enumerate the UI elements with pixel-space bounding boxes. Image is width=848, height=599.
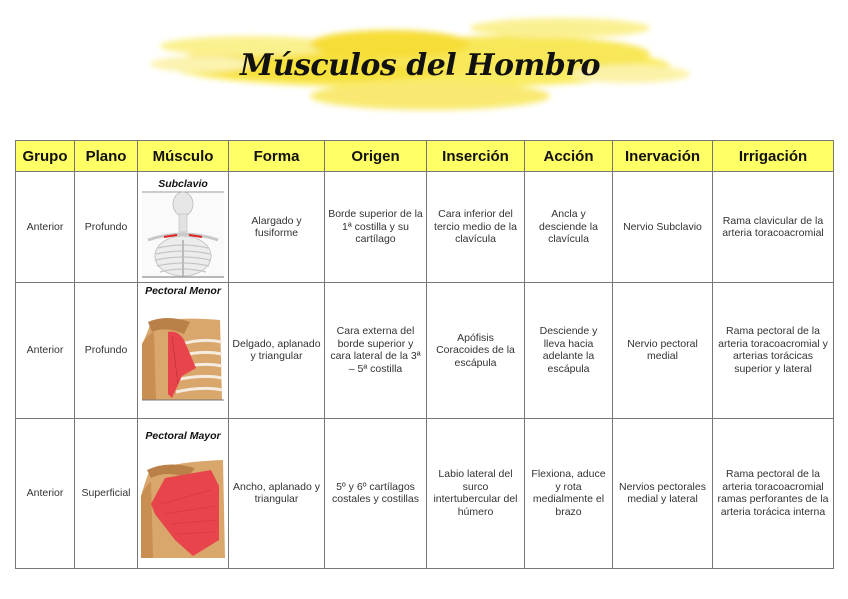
cell-irrigacion: Rama pectoral de la arteria toracoacromial ramas perforantes de la arteria torácica interna: [713, 418, 834, 568]
header-plano: Plano: [75, 141, 138, 172]
cell-inervacion: Nervio Subclavio: [613, 172, 713, 283]
header-grupo: Grupo: [16, 141, 75, 172]
cell-forma: Alargado y fusiforme: [229, 172, 325, 283]
header-insercion: Inserción: [427, 141, 525, 172]
cell-accion: Desciende y lleva hacia adelante la escápula: [525, 283, 613, 419]
cell-insercion: Cara inferior del tercio medio de la clavícula: [427, 172, 525, 283]
cell-musculo: [138, 418, 229, 568]
header-forma: Forma: [229, 141, 325, 172]
title-banner: [130, 4, 710, 122]
cell-irrigacion: Rama clavicular de la arteria toracoacromial: [713, 172, 834, 283]
cell-plano: Superficial: [75, 418, 138, 568]
pectoral-menor-illustration-icon: [142, 314, 224, 418]
table-header-row: [16, 141, 834, 172]
cell-origen: 5º y 6º cartílagos costales y costillas: [325, 418, 427, 568]
header-inervacion: Inervación: [613, 141, 713, 172]
header-accion: Acción: [525, 141, 613, 172]
muscles-table: [15, 140, 834, 569]
cell-inervacion: Nervio pectoral medial: [613, 283, 713, 419]
muscle-name: Pectoral Menor: [145, 285, 221, 297]
cell-grupo: Anterior: [16, 172, 75, 283]
cell-irrigacion: Rama pectoral de la arteria toracoacromial y arterias torácicas superior y lateral: [713, 283, 834, 419]
header-irrigacion: Irrigación: [713, 141, 834, 172]
cell-forma: Delgado, aplanado y triangular: [229, 283, 325, 419]
cell-accion: Flexiona, aduce y rota medialmente el brazo: [525, 418, 613, 568]
header-musculo: Músculo: [138, 141, 229, 172]
cell-insercion: Apófisis Coracoides de la escápula: [427, 283, 525, 419]
pectoral-mayor-illustration-icon: [141, 460, 225, 558]
subclavio-skeleton-icon: [142, 190, 224, 278]
cell-musculo: [138, 283, 229, 419]
page-title: Músculos del Hombro: [239, 48, 601, 83]
cell-grupo: Anterior: [16, 418, 75, 568]
cell-plano: Profundo: [75, 283, 138, 419]
cell-plano: Profundo: [75, 172, 138, 283]
cell-musculo: [138, 172, 229, 283]
muscle-name: Subclavio: [158, 177, 208, 190]
cell-origen: Borde superior de la 1ª costilla y su cartílago: [325, 172, 427, 283]
table-row: [16, 172, 834, 283]
header-origen: Origen: [325, 141, 427, 172]
table-row: [16, 418, 834, 568]
table-row: [16, 283, 834, 419]
cell-inervacion: Nervios pectorales medial y lateral: [613, 418, 713, 568]
cell-forma: Ancho, aplanado y triangular: [229, 418, 325, 568]
cell-insercion: Labio lateral del surco intertubercular del húmero: [427, 418, 525, 568]
muscle-name: Pectoral Mayor: [145, 429, 221, 442]
cell-origen: Cara externa del borde superior y cara lateral de la 3ª – 5ª costilla: [325, 283, 427, 419]
cell-accion: Ancla y desciende la clavícula: [525, 172, 613, 283]
cell-grupo: Anterior: [16, 283, 75, 419]
